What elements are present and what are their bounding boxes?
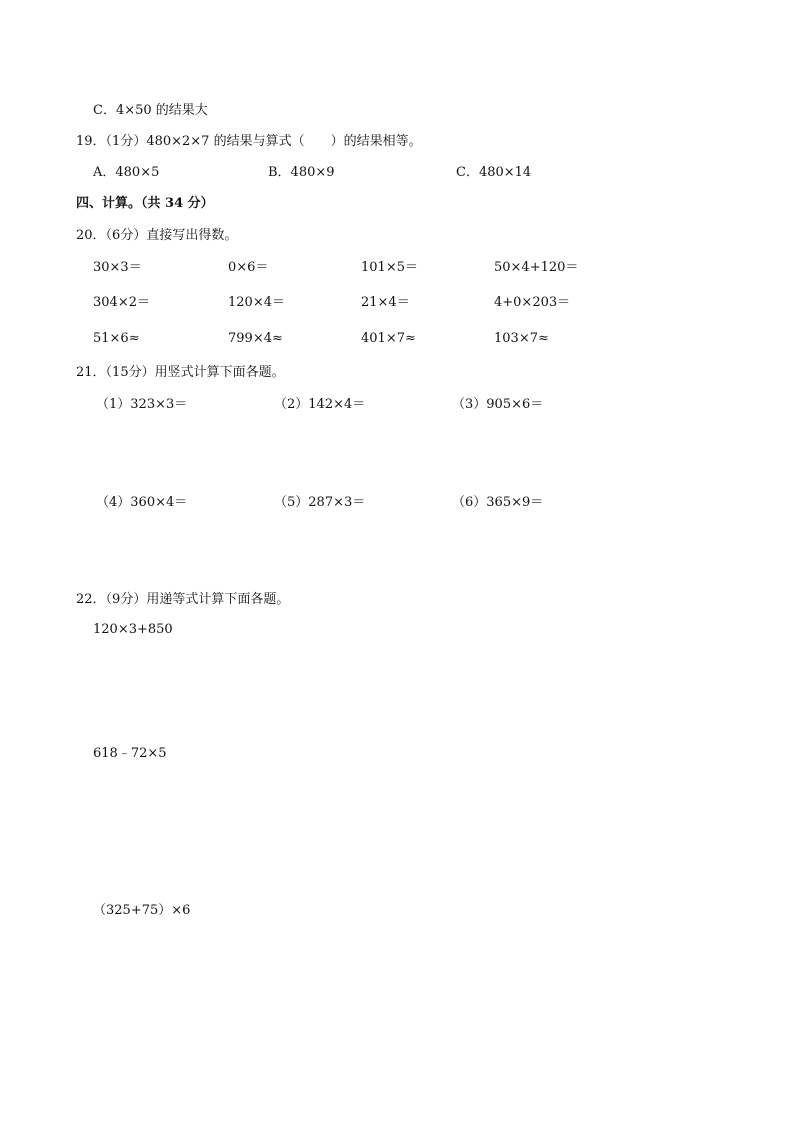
q20-item: 21×4＝ <box>361 295 410 310</box>
q20-item: 50×4+120＝ <box>494 260 579 275</box>
q20-item: 101×5＝ <box>361 260 418 275</box>
q21-item: （6）365×9＝ <box>452 495 544 510</box>
q20-item: 4+0×203＝ <box>494 295 571 310</box>
q20-item: 304×2＝ <box>93 295 150 310</box>
q19-option-c: C．480×14 <box>456 165 532 180</box>
q20-item: 799×4≈ <box>228 331 283 346</box>
q22-item: 120×3+850 <box>93 622 173 637</box>
q20-item: 51×6≈ <box>93 331 140 346</box>
q22-stem: 22．（9分）用递等式计算下面各题。 <box>76 592 290 607</box>
q22-item: （325+75）×6 <box>93 903 191 918</box>
q19-option-b: B．480×9 <box>268 165 335 180</box>
q18-option-c: C．4×50 的结果大 <box>93 103 208 118</box>
q20-item: 120×4＝ <box>228 295 285 310</box>
q19-option-a: A．480×5 <box>93 165 160 180</box>
q20-item: 30×3＝ <box>93 260 142 275</box>
section-4-heading: 四、计算。（共 34 分） <box>76 196 214 211</box>
q21-item: （5）287×3＝ <box>274 495 366 510</box>
q21-item: （1）323×3＝ <box>96 397 188 412</box>
q20-stem: 20．（6分）直接写出得数。 <box>76 228 238 243</box>
q22-item: 618﹣72×5 <box>93 746 167 761</box>
q20-item: 401×7≈ <box>361 331 416 346</box>
q21-stem: 21．（15分）用竖式计算下面各题。 <box>76 365 285 380</box>
q21-item: （2）142×4＝ <box>274 397 366 412</box>
q19-stem: 19．（1分）480×2×7 的结果与算式（ ）的结果相等。 <box>76 134 422 149</box>
q20-item: 0×6＝ <box>228 260 269 275</box>
q21-item: （3）905×6＝ <box>452 397 544 412</box>
q20-item: 103×7≈ <box>494 331 549 346</box>
q21-item: （4）360×4＝ <box>96 495 188 510</box>
